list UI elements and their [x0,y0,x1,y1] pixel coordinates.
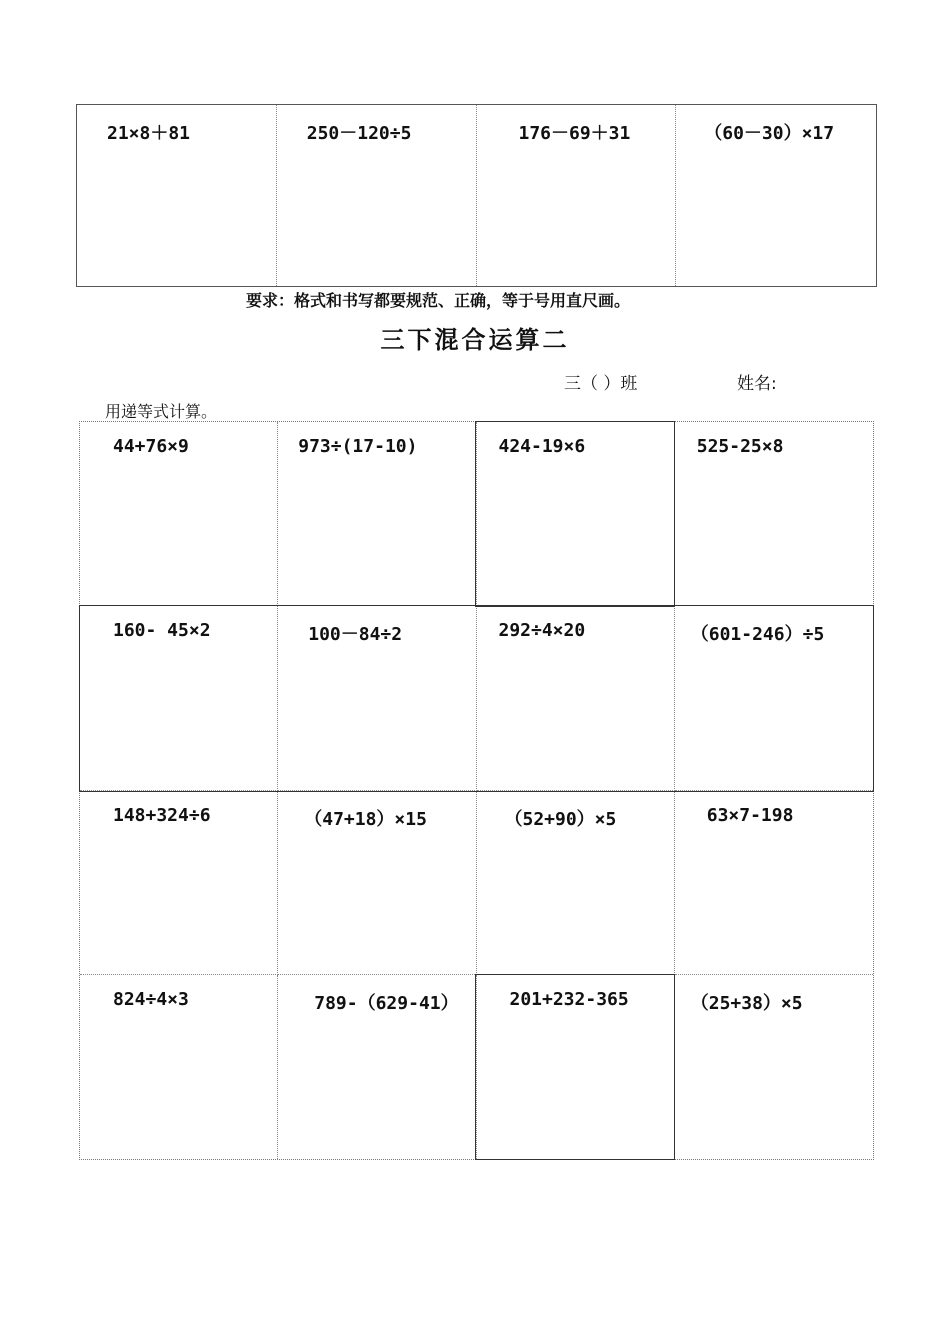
problem-cell: 176－69＋31 [477,105,677,286]
problem-cell: 201+232-365 [477,975,675,1159]
top-problem-grid [76,104,877,287]
problem-cell: 424-19×6 [477,422,675,606]
problem-cell: （47+18）×15 [278,791,476,975]
instruction-text: 用递等式计算。 [105,402,218,421]
problem-cell: 63×7-198 [675,791,873,975]
problem-cell: （52+90）×5 [477,791,675,975]
class-label: 三（ ）班 [564,374,638,394]
problem-cell: 824÷4×3 [80,975,278,1159]
problem-grid [79,421,874,1160]
problem-cell: （25+38）×5 [690,992,803,1014]
problem-cell: 160- 45×2 [80,606,278,790]
problem-cell: （601-246）÷5 [675,606,873,790]
problem-cell: 148+324÷6 [80,791,278,975]
problem-cell: 525-25×8 [675,422,873,606]
problem-cell: （60－30）×17 [704,123,835,144]
problem-cell: 100－84÷2 [278,606,476,790]
name-label: 姓名: [737,374,777,394]
worksheet-title: 三下混合运算二 [380,325,570,354]
problem-cell: 250－120÷5 [277,105,477,286]
requirement-note: 要求：格式和书写都要规范、正确，等于号用直尺画。 [246,291,631,310]
problem-cell: 292÷4×20 [477,606,675,790]
problem-cell: 44+76×9 [80,422,278,606]
problem-cell: 21×8＋81 [77,105,277,286]
problem-cell: 789-（629-41） [278,975,476,1159]
problem-cell: 973÷(17-10) [278,422,476,606]
